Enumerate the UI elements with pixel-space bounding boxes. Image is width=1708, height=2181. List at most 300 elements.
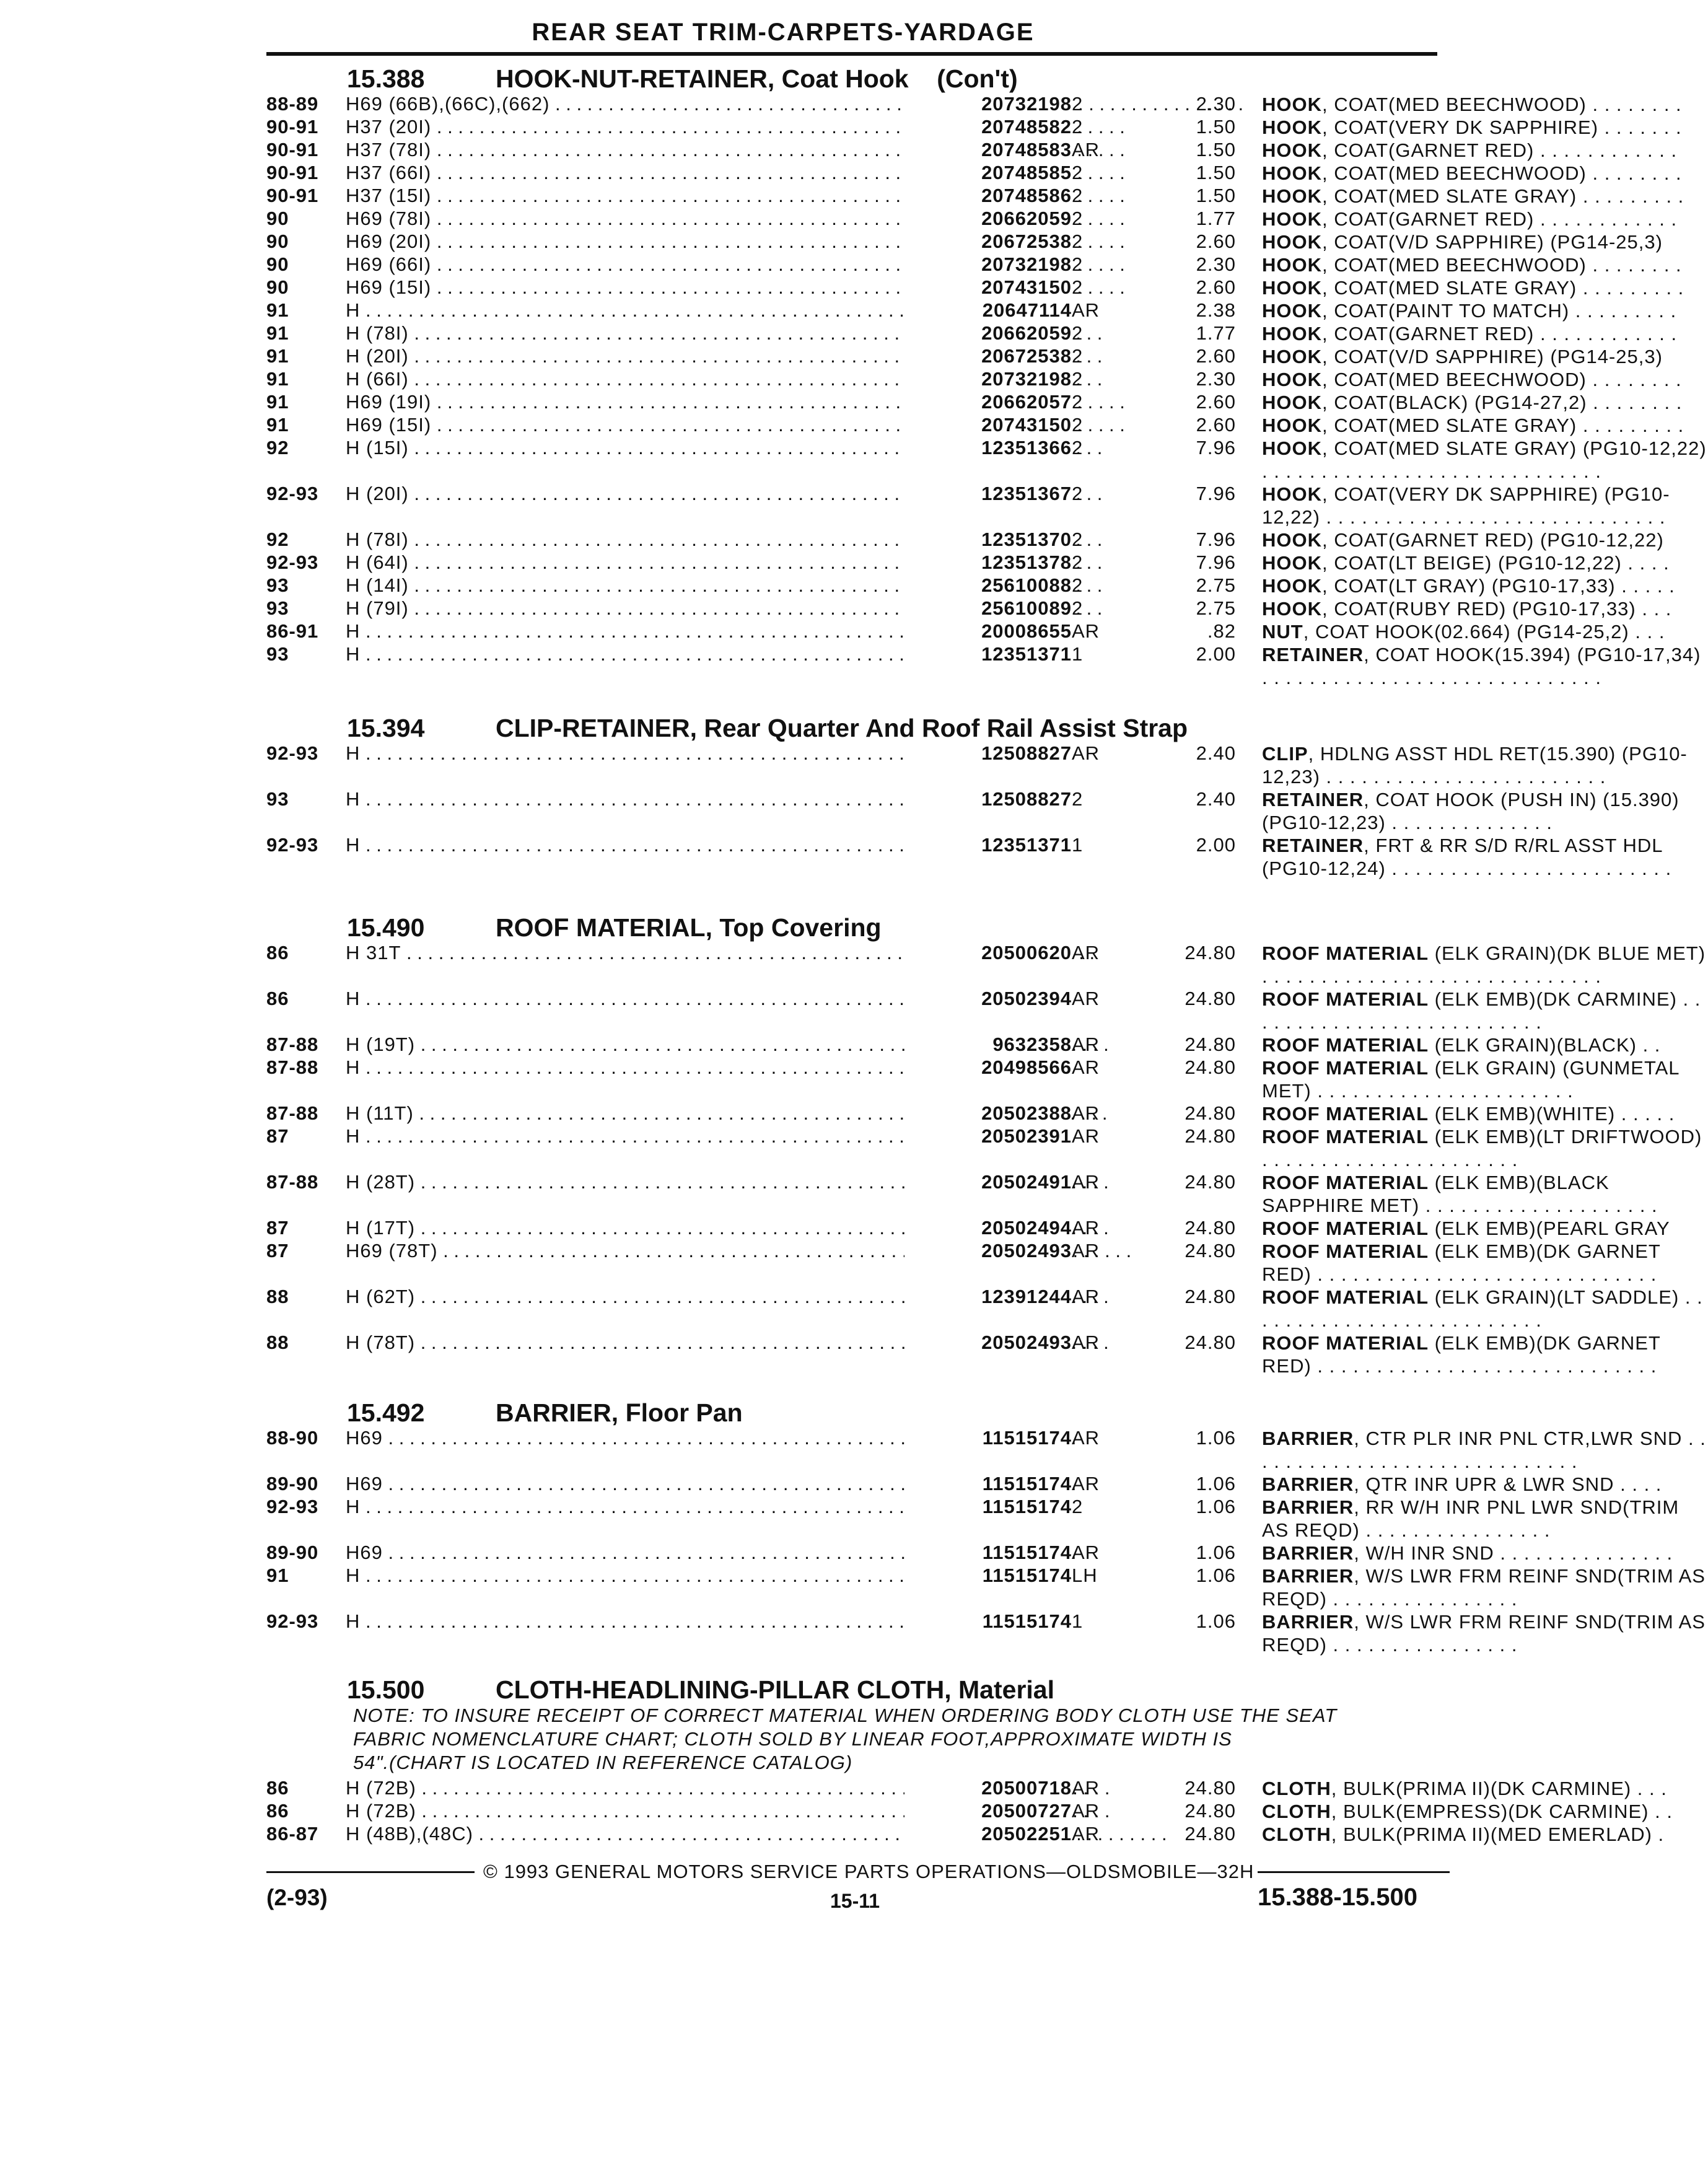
row-part-number: 12351371 — [904, 643, 1072, 665]
row-model: H (72B) . . . — [346, 1777, 950, 1799]
row-price: 1.50 — [1196, 116, 1236, 138]
row-part-number: 20500620 — [904, 942, 1072, 964]
table-row — [266, 1496, 1680, 1542]
row-year: 88-89 — [266, 93, 319, 115]
row-quantity: 2 — [1072, 322, 1084, 344]
row-description-text: , CTR PLR INR PNL CTR,LWR SND . . . . . . . . . . . . . . . . . . . . . . . . . . . . . — [1262, 1428, 1706, 1472]
row-price: 1.50 — [1196, 139, 1236, 160]
row-quantity: 2 — [1072, 529, 1084, 550]
row-model: H (64I) . . . — [346, 551, 950, 574]
row-quantity: LH — [1072, 1564, 1098, 1586]
row-part-number: 20662057 — [904, 391, 1072, 413]
row-description-keyword: ROOF MATERIAL — [1262, 1332, 1429, 1354]
row-year: 91 — [266, 322, 289, 344]
row-model: H . . . — [346, 299, 950, 322]
row-description-keyword: HOOK — [1262, 139, 1322, 161]
row-price: 1.06 — [1196, 1542, 1236, 1563]
row-price: 7.96 — [1196, 437, 1236, 459]
row-part-number: 20502491 — [904, 1171, 1072, 1193]
row-description — [1262, 742, 1708, 788]
row-description — [1262, 368, 1708, 391]
row-model: H69 (15I) . . . — [346, 414, 950, 436]
row-year: 90-91 — [266, 139, 319, 160]
row-model: H . . . — [346, 643, 950, 665]
row-description — [1262, 139, 1708, 162]
row-quantity: 2 — [1072, 391, 1084, 413]
row-year: 93 — [266, 574, 289, 596]
section-title — [496, 64, 1018, 94]
row-model: H (48B),(48C) . . . — [346, 1823, 950, 1845]
row-description — [1262, 93, 1708, 116]
row-description-keyword: HOOK — [1262, 185, 1322, 207]
row-description-text: , COAT(GARNET RED) . . . . . . . . . . . . — [1322, 208, 1678, 230]
row-year: 90-91 — [266, 116, 319, 138]
row-description-text: , COAT(BLACK) (PG14-27,2) . . . . . . . . — [1322, 392, 1683, 413]
page-header-title: REAR SEAT TRIM-CARPETS-YARDAGE — [532, 19, 1035, 46]
row-description-keyword: HOOK — [1262, 392, 1322, 413]
row-description-keyword: HOOK — [1262, 575, 1322, 597]
row-description-keyword: HOOK — [1262, 300, 1322, 322]
table-row — [266, 139, 1678, 162]
row-quantity: AR — [1072, 1033, 1100, 1055]
row-description-text: (ELK EMB)(DK CARMINE) . . . . . . . . . . . . . . . . . . . . . . . . . . — [1262, 988, 1701, 1033]
row-model: H (14I) . . . — [346, 574, 950, 597]
row-part-number: 9632358 — [904, 1033, 1072, 1056]
row-year: 93 — [266, 643, 289, 665]
row-model: H69 (15I) . . . — [346, 276, 950, 299]
row-description-keyword: HOOK — [1262, 231, 1322, 253]
row-description — [1262, 437, 1708, 483]
row-year: 93 — [266, 788, 289, 810]
section-title-text: ROOF MATERIAL, Top Covering — [496, 913, 882, 942]
row-model: H . . . — [346, 1125, 950, 1148]
row-part-number: 12351370 — [904, 529, 1072, 551]
row-price: 1.77 — [1196, 322, 1236, 344]
table-row — [266, 1823, 1665, 1846]
row-description — [1262, 1473, 1708, 1496]
row-year: 87-88 — [266, 1102, 319, 1124]
row-quantity: AR — [1072, 942, 1100, 963]
row-description — [1262, 942, 1708, 988]
row-price: 24.80 — [1185, 1332, 1236, 1353]
row-quantity: 2 — [1072, 414, 1084, 436]
row-description — [1262, 299, 1708, 322]
row-model: H 31T . . . — [346, 942, 950, 964]
row-price: 1.50 — [1196, 162, 1236, 183]
row-price: 7.96 — [1196, 529, 1236, 550]
table-row — [266, 116, 1682, 139]
row-description — [1262, 276, 1708, 299]
row-description-text: , BULK(EMPRESS)(DK CARMINE) . . — [1331, 1801, 1673, 1822]
row-quantity: AR — [1072, 1823, 1100, 1845]
row-description-text: , COAT(RUBY RED) (PG10-17,33) . . . — [1322, 598, 1672, 620]
row-part-number: 12391244 — [904, 1286, 1072, 1308]
row-description-keyword: HOOK — [1262, 598, 1322, 620]
row-quantity: 2 — [1072, 93, 1084, 115]
row-description-text: , COAT(LT BEIGE) (PG10-12,22) . . . . — [1322, 552, 1670, 574]
row-quantity: 2 — [1072, 185, 1084, 206]
section-note: NOTE: TO INSURE RECEIPT OF CORRECT MATERIAL WHEN ORDERING BODY CLOTH USE THE SEAT FABRIC NOMENCLATURE CHART; CLOTH SOLD BY LINEAR FOOT,APPROXIMATE WIDTH IS 54".(CHART IS LOCATED IN REFERENCE CATALOG) — [353, 1705, 1338, 1773]
row-description-keyword: ROOF MATERIAL — [1262, 1103, 1429, 1125]
row-quantity: 2 — [1072, 551, 1084, 573]
row-price: 1.77 — [1196, 208, 1236, 229]
row-description-keyword: CLIP — [1262, 743, 1308, 765]
table-row — [266, 1542, 1673, 1564]
row-year: 88 — [266, 1332, 289, 1353]
row-quantity: AR — [1072, 1217, 1100, 1239]
row-description-keyword: NUT — [1262, 621, 1303, 643]
row-description-keyword: BARRIER — [1262, 1611, 1354, 1633]
table-row — [266, 1332, 1661, 1377]
row-description — [1262, 1240, 1708, 1286]
row-part-number: 20502493 — [904, 1332, 1072, 1354]
row-price: 2.60 — [1196, 391, 1236, 413]
row-part-number: 20502494 — [904, 1217, 1072, 1239]
row-description — [1262, 185, 1708, 208]
row-model: H . . . — [346, 620, 950, 643]
row-quantity: AR — [1072, 1056, 1100, 1078]
row-description — [1262, 391, 1708, 414]
table-row — [266, 276, 1684, 299]
row-price: 1.06 — [1196, 1427, 1236, 1449]
row-description — [1262, 414, 1708, 437]
table-row — [266, 1800, 1673, 1823]
row-quantity: AR — [1072, 1777, 1100, 1799]
row-year: 88 — [266, 1286, 289, 1307]
row-description-text: , QTR INR UPR & LWR SND . . . . — [1354, 1473, 1662, 1495]
row-quantity: 2 — [1072, 1496, 1084, 1517]
row-description-text: , BULK(PRIMA II)(DK CARMINE) . . . — [1331, 1778, 1667, 1799]
row-description-text: (ELK GRAIN)(LT SADDLE) . . . . . . . . . . . . . . . . . . . . . . . . . . — [1262, 1286, 1703, 1331]
footer-rule-left — [266, 1871, 475, 1873]
row-model: H69 (78I) . . . — [346, 208, 950, 230]
row-description-text: (ELK EMB)(BLACK SAPPHIRE MET) . . . . . . . . . . . . . . . . . . . . — [1262, 1172, 1658, 1216]
row-description-text: , COAT(GARNET RED) (PG10-12,22) — [1322, 529, 1664, 551]
row-part-number: 20748582 — [904, 116, 1072, 138]
row-description-text: , COAT(VERY DK SAPPHIRE) (PG10-12,22) . . . . . . . . . . . . . . . . . . . . . . . . . . . . . — [1262, 483, 1670, 528]
row-quantity: 2 — [1072, 253, 1084, 275]
table-row — [266, 322, 1678, 345]
row-quantity: 2 — [1072, 437, 1084, 459]
row-part-number: 20672538 — [904, 230, 1072, 253]
row-part-number: 20498566 — [904, 1056, 1072, 1079]
footer-date-code: (2-93) — [266, 1885, 328, 1910]
row-quantity: AR — [1072, 1473, 1100, 1494]
row-quantity: 2 — [1072, 597, 1084, 619]
row-price: 24.80 — [1185, 1102, 1236, 1124]
row-description-keyword: HOOK — [1262, 116, 1322, 138]
row-description-text: , COAT(V/D SAPPHIRE) (PG14-25,3) — [1322, 346, 1663, 367]
row-year: 92-93 — [266, 742, 319, 764]
row-year: 86 — [266, 1777, 289, 1799]
row-model: H . . . — [346, 988, 950, 1010]
row-description-text: , COAT(GARNET RED) . . . . . . . . . . . . — [1322, 139, 1678, 161]
row-quantity: AR — [1072, 1332, 1100, 1353]
row-model: H69 (20I) . . . — [346, 230, 950, 253]
row-model: H (11T) . . . — [346, 1102, 950, 1125]
row-part-number: 20732198 — [904, 93, 1072, 115]
row-description — [1262, 620, 1708, 643]
row-part-number: 25610088 — [904, 574, 1072, 597]
row-model: H (78T) . . . — [346, 1332, 950, 1354]
row-description — [1262, 1542, 1708, 1564]
section-title — [496, 1398, 743, 1428]
table-row — [266, 93, 1682, 116]
row-part-number: 20743150 — [904, 276, 1072, 299]
row-year: 89-90 — [266, 1542, 319, 1563]
table-row — [266, 551, 1670, 574]
row-part-number: 20748585 — [904, 162, 1072, 184]
row-part-number: 20672538 — [904, 345, 1072, 367]
row-description-keyword: HOOK — [1262, 415, 1322, 436]
row-description-text: , COAT(MED BEECHWOOD) . . . . . . . . — [1322, 369, 1682, 390]
section-number: 15.490 — [347, 913, 425, 942]
row-description-keyword: BARRIER — [1262, 1542, 1354, 1564]
row-model: H69 . . . — [346, 1427, 950, 1449]
row-description — [1262, 1823, 1708, 1846]
row-model: H37 (78I) . . . — [346, 139, 950, 161]
row-model: H69 (66B),(66C),(662) . . . — [346, 93, 950, 115]
row-description-keyword: HOOK — [1262, 369, 1322, 390]
row-model: H (66I) . . . — [346, 368, 950, 390]
row-year: 90 — [266, 230, 289, 252]
row-description-text: , COAT(VERY DK SAPPHIRE) . . . . . . . — [1322, 116, 1682, 138]
row-year: 87-88 — [266, 1033, 319, 1055]
row-part-number: 20732198 — [904, 368, 1072, 390]
row-part-number: 12351378 — [904, 551, 1072, 574]
row-price: 2.38 — [1196, 299, 1236, 321]
table-row — [266, 1033, 1661, 1056]
row-price: 24.80 — [1185, 1823, 1236, 1845]
row-price: 24.80 — [1185, 1125, 1236, 1147]
row-quantity: AR — [1072, 1171, 1100, 1193]
row-model: H (28T) . . . — [346, 1171, 950, 1193]
table-row — [266, 1217, 1670, 1240]
section-title-text: BARRIER, Floor Pan — [496, 1398, 743, 1427]
row-description — [1262, 574, 1708, 597]
section-heading — [266, 1396, 1456, 1427]
row-year: 87-88 — [266, 1171, 319, 1193]
table-row — [266, 1125, 1702, 1171]
row-price: 24.80 — [1185, 1777, 1236, 1799]
row-year: 92 — [266, 529, 289, 550]
row-description-text: (ELK GRAIN)(BLACK) . . — [1429, 1034, 1661, 1056]
row-description — [1262, 643, 1708, 689]
row-part-number: 12508827 — [904, 742, 1072, 765]
section-title — [496, 1675, 1054, 1705]
table-row — [266, 1056, 1680, 1102]
row-model: H . . . — [346, 1056, 950, 1079]
row-description — [1262, 529, 1708, 551]
row-description-text: (ELK GRAIN)(DK BLUE MET) . . . . . . . . . . . . . . . . . . . . . . . . . . . . . — [1262, 942, 1706, 987]
table-row — [266, 414, 1684, 437]
table-row — [266, 162, 1682, 185]
row-description-keyword: CLOTH — [1262, 1778, 1331, 1799]
row-year: 90 — [266, 276, 289, 298]
row-price: 24.80 — [1185, 942, 1236, 963]
footer-copyright: © 1993 GENERAL MOTORS SERVICE PARTS OPERATIONS—OLDSMOBILE—32H — [483, 1861, 1255, 1882]
row-description-text: , COAT(PAINT TO MATCH) . . . . . . . . . — [1322, 300, 1677, 322]
row-price: 24.80 — [1185, 1286, 1236, 1307]
row-model: H . . . — [346, 1496, 950, 1518]
table-row — [266, 345, 1663, 368]
row-price: 2.30 — [1196, 93, 1236, 115]
row-description-keyword: HOOK — [1262, 254, 1322, 276]
row-model: H69 (78T) . . . — [346, 1240, 950, 1262]
row-year: 92-93 — [266, 551, 319, 573]
footer-rule-right — [1258, 1871, 1450, 1873]
table-row — [266, 620, 1665, 643]
row-model: H . . . — [346, 834, 950, 856]
row-price: 1.06 — [1196, 1496, 1236, 1517]
row-price: 7.96 — [1196, 551, 1236, 573]
row-description — [1262, 1800, 1708, 1823]
row-description — [1262, 483, 1708, 529]
row-price: 2.75 — [1196, 597, 1236, 619]
row-quantity: 2 — [1072, 162, 1084, 183]
row-description-text: (ELK EMB)(PEARL GRAY — [1429, 1218, 1670, 1239]
row-part-number: 11515174 — [904, 1564, 1072, 1587]
row-description-text: , COAT(LT GRAY) (PG10-17,33) . . . . . — [1322, 575, 1675, 597]
section-15-500 — [266, 1673, 1673, 1846]
row-price: 1.06 — [1196, 1610, 1236, 1632]
row-model: H (78I) . . . — [346, 529, 950, 551]
row-part-number: 12508827 — [904, 788, 1072, 810]
row-description-text: , W/H INR SND . . . . . . . . . . . . . . . — [1354, 1542, 1673, 1564]
row-price: 2.30 — [1196, 253, 1236, 275]
table-row — [266, 1564, 1706, 1610]
row-quantity: AR — [1072, 988, 1100, 1009]
row-quantity: AR — [1072, 139, 1100, 160]
row-description-text: , HDLNG ASST HDL RET(15.390) (PG10-12,23) . . . . . . . . . . . . . . . . . . . . . . . . — [1262, 743, 1688, 788]
row-description-keyword: CLOTH — [1262, 1823, 1331, 1845]
section-title-suffix: (Con't) — [937, 64, 1018, 93]
row-description-text: , COAT(MED BEECHWOOD) . . . . . . . . — [1322, 94, 1682, 115]
row-year: 87-88 — [266, 1056, 319, 1078]
row-year: 90 — [266, 208, 289, 229]
table-row — [266, 208, 1678, 230]
row-description-text: (ELK EMB)(WHITE) . . . . . — [1429, 1103, 1675, 1125]
row-description-keyword: RETAINER — [1262, 835, 1364, 856]
row-description-text: , COAT HOOK (PUSH IN) (15.390) (PG10-12,23) . . . . . . . . . . . . . . — [1262, 789, 1680, 833]
table-row — [266, 253, 1682, 276]
row-model: H69 (19I) . . . — [346, 391, 950, 413]
row-description-keyword: ROOF MATERIAL — [1262, 1240, 1429, 1262]
row-model: H (19T) . . . — [346, 1033, 950, 1056]
footer-range: 15.388-15.500 — [1258, 1884, 1418, 1911]
table-row — [266, 1610, 1706, 1656]
row-quantity: 2 — [1072, 116, 1084, 138]
row-year: 91 — [266, 345, 289, 367]
row-part-number: 20732198 — [904, 253, 1072, 276]
table-row — [266, 1286, 1703, 1332]
row-year: 86-91 — [266, 620, 319, 642]
row-description-text: , BULK(PRIMA II)(MED EMERLAD) . — [1331, 1823, 1665, 1845]
row-year: 91 — [266, 368, 289, 390]
table-row — [266, 1102, 1675, 1125]
row-price: 24.80 — [1185, 988, 1236, 1009]
row-price: 2.00 — [1196, 643, 1236, 665]
section-title — [496, 913, 882, 942]
row-description-text: , COAT(MED BEECHWOOD) . . . . . . . . — [1322, 162, 1682, 184]
row-description-text: , W/S LWR FRM REINF SND(TRIM AS REQD) . . . . . . . . . . . . . . . . — [1262, 1565, 1706, 1610]
section-heading — [266, 711, 1456, 742]
row-quantity: AR — [1072, 1542, 1100, 1563]
row-model: H . . . — [346, 1610, 950, 1633]
row-description-keyword: HOOK — [1262, 94, 1322, 115]
row-year: 86 — [266, 988, 289, 1009]
row-price: 2.75 — [1196, 574, 1236, 596]
row-price: 24.80 — [1185, 1171, 1236, 1193]
section-heading — [266, 1673, 1456, 1704]
row-description — [1262, 1427, 1708, 1473]
row-description — [1262, 1056, 1708, 1102]
row-year: 93 — [266, 597, 289, 619]
row-price: 2.40 — [1196, 742, 1236, 764]
row-part-number: 20502493 — [904, 1240, 1072, 1262]
row-description — [1262, 1610, 1708, 1656]
table-row — [266, 834, 1672, 880]
row-model: H37 (20I) . . . — [346, 116, 950, 138]
row-year: 87 — [266, 1240, 289, 1262]
row-description — [1262, 208, 1708, 230]
row-model: H (20I) . . . — [346, 345, 950, 367]
table-row — [266, 230, 1663, 253]
row-quantity: 2 — [1072, 788, 1084, 810]
row-part-number: 11515174 — [904, 1542, 1072, 1564]
row-description-keyword: RETAINER — [1262, 789, 1364, 810]
section-heading — [266, 911, 1456, 942]
row-description-text: , W/S LWR FRM REINF SND(TRIM AS REQD) . . . . . . . . . . . . . . . . — [1262, 1611, 1706, 1656]
table-row — [266, 1171, 1658, 1217]
row-description-keyword: BARRIER — [1262, 1473, 1354, 1495]
row-price: 2.60 — [1196, 414, 1236, 436]
row-year: 92-93 — [266, 1610, 319, 1632]
row-part-number: 12351371 — [904, 834, 1072, 856]
row-description-text: , COAT HOOK(15.394) (PG10-17,34) . . . . . . . . . . . . . . . . . . . . . . . . . . . . . — [1262, 644, 1701, 688]
row-description — [1262, 1125, 1708, 1171]
row-quantity: 2 — [1072, 208, 1084, 229]
table-row — [266, 529, 1664, 551]
row-part-number: 20647114 — [904, 299, 1072, 322]
table-row — [266, 368, 1682, 391]
table-row — [266, 942, 1706, 988]
row-description-keyword: ROOF MATERIAL — [1262, 942, 1429, 964]
row-year: 92-93 — [266, 1496, 319, 1517]
row-quantity: 2 — [1072, 276, 1084, 298]
table-row — [266, 1777, 1667, 1800]
row-description-keyword: BARRIER — [1262, 1428, 1354, 1449]
row-description — [1262, 1171, 1708, 1217]
section-number: 15.388 — [347, 64, 425, 93]
row-model: H (72B) . . . — [346, 1800, 950, 1822]
row-year: 92-93 — [266, 834, 319, 856]
row-price: 24.80 — [1185, 1056, 1236, 1078]
header-rule — [266, 52, 1437, 56]
row-price: 24.80 — [1185, 1240, 1236, 1262]
row-description-text: , COAT(MED SLATE GRAY) (PG10-12,22) . . . . . . . . . . . . . . . . . . . . . . . . . . . . . — [1262, 437, 1707, 482]
row-description — [1262, 1033, 1708, 1056]
row-description-keyword: ROOF MATERIAL — [1262, 1057, 1429, 1079]
table-row — [266, 1427, 1706, 1473]
row-description-text: (ELK EMB)(DK GARNET RED) . . . . . . . . . . . . . . . . . . . . . . . . . . . . . — [1262, 1240, 1661, 1285]
row-description-keyword: ROOF MATERIAL — [1262, 1286, 1429, 1308]
table-row — [266, 742, 1688, 788]
row-description — [1262, 834, 1708, 880]
section-number: 15.500 — [347, 1675, 425, 1704]
row-description-keyword: HOOK — [1262, 437, 1322, 459]
row-description — [1262, 230, 1708, 253]
